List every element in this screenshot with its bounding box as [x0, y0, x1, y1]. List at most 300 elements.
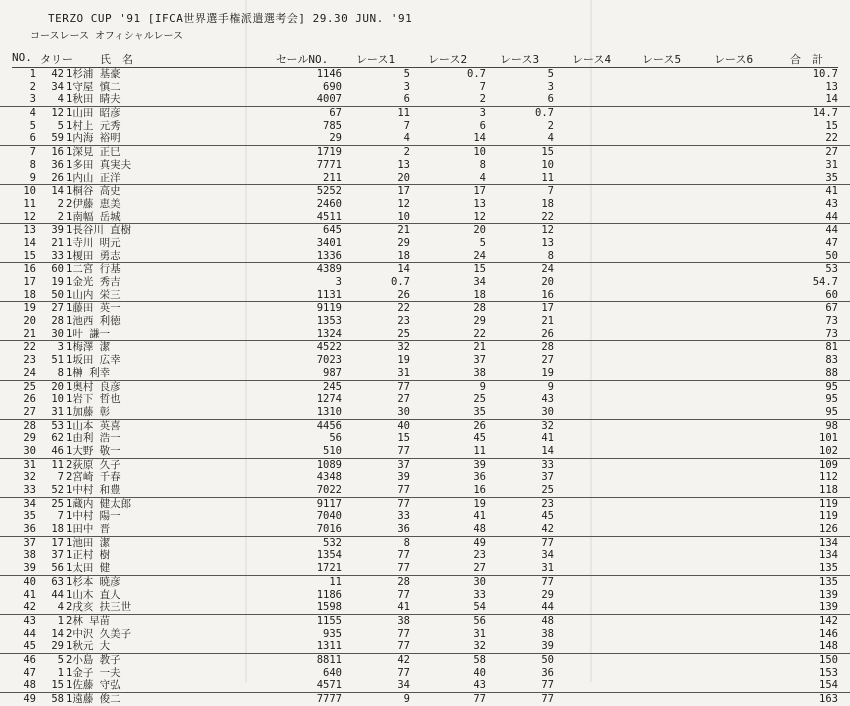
- total-score: 134: [819, 549, 838, 562]
- race-3-score: 9: [547, 380, 554, 393]
- competitor-name: 1桐谷 高史: [66, 185, 121, 198]
- race-2-score: 56: [473, 614, 486, 627]
- race-2-score: 30: [473, 575, 486, 588]
- header-race-4: レース4: [572, 53, 612, 66]
- competitor-name: 1中村 陽一: [66, 510, 121, 523]
- tally-no: 7: [57, 471, 64, 484]
- race-3-score: 50: [541, 653, 554, 666]
- race-1-score: 32: [397, 341, 410, 354]
- competitor-name: 2小島 教子: [66, 653, 121, 666]
- total-score: 118: [819, 484, 838, 496]
- competitor-name: 1奥村 良彦: [66, 380, 121, 393]
- sail-no: 1721: [316, 562, 342, 575]
- tally-no: 27: [51, 302, 64, 315]
- table-row: [0, 693, 850, 706]
- table-row: [0, 302, 850, 315]
- competitor-name: 2林 早苗: [66, 614, 111, 627]
- total-score: 139: [819, 601, 838, 614]
- race-2-score: 11: [473, 444, 486, 457]
- race-1-score: 36: [397, 523, 410, 536]
- sail-no: 3: [335, 276, 342, 288]
- race-3-score: 28: [541, 341, 554, 354]
- competitor-name: 1南幅 岳城: [66, 210, 121, 223]
- total-score: 44: [825, 210, 838, 223]
- table-row: [0, 211, 850, 225]
- race-2-score: 35: [473, 405, 486, 418]
- race-3-score: 8: [547, 249, 554, 262]
- tally-no: 19: [51, 276, 64, 288]
- race-1-score: 30: [397, 405, 410, 418]
- table-row: [0, 640, 850, 654]
- competitor-name: 1山田 昭彦: [66, 107, 121, 120]
- sail-no: 4348: [316, 471, 342, 484]
- tally-no: 12: [51, 107, 64, 120]
- result-no: 6: [29, 132, 36, 145]
- sail-no: 1146: [316, 68, 342, 80]
- table-row: [0, 667, 850, 680]
- table-row: [0, 654, 850, 667]
- result-no: 10: [23, 185, 36, 198]
- competitor-name: 1秋元 大: [66, 640, 111, 653]
- total-score: 67: [825, 302, 838, 315]
- total-score: 135: [819, 575, 838, 588]
- total-score: 44: [825, 224, 838, 237]
- result-no: 21: [23, 327, 36, 340]
- competitor-name: 1多田 真実夫: [66, 158, 132, 171]
- competitor-name: 1長谷川 直樹: [66, 224, 132, 237]
- race-2-score: 58: [473, 653, 486, 666]
- race-2-score: 38: [473, 366, 486, 379]
- race-3-score: 45: [541, 510, 554, 523]
- race-2-score: 7: [479, 80, 486, 93]
- result-no: 9: [29, 171, 36, 184]
- total-score: 146: [819, 627, 838, 640]
- result-no: 18: [23, 288, 36, 301]
- total-score: 73: [825, 327, 838, 340]
- table-row: [0, 250, 850, 264]
- total-score: 53: [825, 263, 838, 276]
- sail-no: 1089: [316, 458, 342, 471]
- total-score: 109: [819, 458, 838, 471]
- total-score: 119: [819, 497, 838, 510]
- race-3-score: 31: [541, 562, 554, 575]
- result-no: 23: [23, 354, 36, 367]
- result-no: 5: [29, 119, 36, 132]
- race-1-score: 25: [397, 327, 410, 340]
- sail-no: 7023: [316, 354, 342, 367]
- result-no: 41: [23, 588, 36, 601]
- sail-no: 987: [323, 366, 342, 379]
- result-no: 31: [23, 458, 36, 471]
- table-row: [0, 276, 850, 289]
- table-row: [0, 549, 850, 562]
- sail-no: 7016: [316, 523, 342, 536]
- race-1-score: 41: [397, 601, 410, 614]
- race-3-score: 4: [547, 132, 554, 145]
- race-2-score: 25: [473, 393, 486, 406]
- tally-no: 5: [57, 119, 64, 132]
- tally-no: 39: [51, 224, 64, 237]
- table-row: [0, 510, 850, 523]
- sail-no: 1324: [316, 327, 342, 340]
- race-1-score: 29: [397, 236, 410, 249]
- race-1-score: 10: [397, 210, 410, 223]
- total-score: 88: [825, 366, 838, 379]
- tally-no: 60: [51, 263, 64, 276]
- sail-no: 9119: [316, 302, 342, 315]
- result-no: 48: [23, 679, 36, 692]
- race-1-score: 6: [403, 93, 410, 106]
- total-score: 27: [825, 146, 838, 159]
- race-2-score: 10: [473, 146, 486, 159]
- total-score: 10.7: [812, 68, 838, 80]
- competitor-name: 1榊 利幸: [66, 366, 111, 379]
- race-1-score: 77: [397, 666, 410, 679]
- table-row: [0, 354, 850, 367]
- sail-no: 9117: [316, 497, 342, 510]
- competitor-name: 1内山 正洋: [66, 171, 121, 184]
- tally-no: 21: [51, 236, 64, 249]
- competitor-name: 1深見 正巳: [66, 146, 121, 159]
- race-2-score: 2: [479, 93, 486, 106]
- total-score: 50: [825, 249, 838, 262]
- table-row: [0, 198, 850, 211]
- table-row: [0, 328, 850, 342]
- race-3-score: 11: [541, 171, 554, 184]
- race-2-score: 39: [473, 458, 486, 471]
- total-score: 126: [819, 523, 838, 536]
- table-row: [0, 341, 850, 354]
- table-row: [0, 459, 850, 472]
- page-subtitle: コースレース オフィシャルレース: [30, 31, 183, 42]
- sail-no: 211: [323, 171, 342, 184]
- total-score: 150: [819, 653, 838, 666]
- race-3-score: 7: [547, 185, 554, 198]
- result-no: 22: [23, 341, 36, 354]
- tally-no: 14: [51, 627, 64, 640]
- race-2-score: 22: [473, 327, 486, 340]
- race-1-score: 77: [397, 588, 410, 601]
- tally-no: 2: [57, 197, 64, 210]
- total-score: 95: [825, 393, 838, 406]
- tally-no: 63: [51, 575, 64, 588]
- sail-no: 4571: [316, 679, 342, 692]
- race-3-score: 13: [541, 236, 554, 249]
- competitor-name: 1杉本 暁彦: [66, 575, 121, 588]
- result-no: 47: [23, 666, 36, 679]
- race-1-score: 21: [397, 224, 410, 237]
- sail-no: 510: [323, 444, 342, 457]
- sail-no: 690: [323, 80, 342, 93]
- tally-no: 33: [51, 249, 64, 262]
- race-1-score: 22: [397, 302, 410, 315]
- total-score: 163: [819, 693, 838, 705]
- sail-no: 11: [329, 575, 342, 588]
- total-score: 13: [825, 80, 838, 93]
- competitor-name: 1守屋 慎二: [66, 80, 121, 93]
- tally-no: 11: [51, 458, 64, 471]
- sail-no: 1131: [316, 288, 342, 301]
- race-1-score: 31: [397, 366, 410, 379]
- tally-no: 51: [51, 354, 64, 367]
- race-3-score: 37: [541, 471, 554, 484]
- sail-no: 935: [323, 627, 342, 640]
- competitor-name: 1田中 晋: [66, 523, 111, 536]
- result-no: 33: [23, 484, 36, 496]
- total-score: 60: [825, 288, 838, 301]
- table-row: [0, 185, 850, 198]
- table-row: [0, 679, 850, 693]
- competitor-name: 1池田 潔: [66, 536, 111, 549]
- race-2-score: 26: [473, 419, 486, 432]
- race-3-score: 77: [541, 693, 554, 705]
- race-2-score: 14: [473, 132, 486, 145]
- race-1-score: 2: [403, 146, 410, 159]
- race-1-score: 77: [397, 484, 410, 496]
- total-score: 119: [819, 510, 838, 523]
- total-score: 14.7: [812, 107, 838, 120]
- header-race-3: レース3: [500, 53, 540, 66]
- result-no: 11: [23, 197, 36, 210]
- race-3-score: 20: [541, 276, 554, 288]
- race-3-score: 41: [541, 432, 554, 445]
- race-3-score: 2: [547, 119, 554, 132]
- tally-no: 8: [57, 366, 64, 379]
- race-2-score: 45: [473, 432, 486, 445]
- table-row: [0, 315, 850, 328]
- tally-no: 20: [51, 380, 64, 393]
- sail-no: 1310: [316, 405, 342, 418]
- total-score: 148: [819, 640, 838, 653]
- competitor-name: 1金光 秀吉: [66, 276, 121, 288]
- competitor-name: 1二宮 行基: [66, 263, 121, 276]
- competitor-name: 1藤田 英一: [66, 302, 121, 315]
- result-no: 43: [23, 614, 36, 627]
- table-row: [0, 381, 850, 394]
- result-no: 16: [23, 263, 36, 276]
- competitor-name: 2伊藤 恵美: [66, 197, 121, 210]
- sail-no: 3401: [316, 236, 342, 249]
- race-2-score: 28: [473, 302, 486, 315]
- total-score: 101: [819, 432, 838, 445]
- result-no: 27: [23, 405, 36, 418]
- sail-no: 1353: [316, 315, 342, 328]
- competitor-name: 1中村 和豊: [66, 484, 121, 496]
- tally-no: 10: [51, 393, 64, 406]
- race-3-score: 43: [541, 393, 554, 406]
- race-3-score: 22: [541, 210, 554, 223]
- race-3-score: 42: [541, 523, 554, 536]
- race-1-score: 9: [403, 693, 410, 705]
- competitor-name: 1杉浦 基豪: [66, 68, 121, 80]
- table-row: [0, 132, 850, 146]
- sail-no: 7040: [316, 510, 342, 523]
- result-no: 4: [29, 107, 36, 120]
- result-no: 29: [23, 432, 36, 445]
- race-2-score: 49: [473, 536, 486, 549]
- sail-no: 1598: [316, 601, 342, 614]
- tally-no: 44: [51, 588, 64, 601]
- race-2-score: 13: [473, 197, 486, 210]
- table-row: [0, 432, 850, 445]
- race-1-score: 17: [397, 185, 410, 198]
- race-3-score: 77: [541, 536, 554, 549]
- table-row: [0, 484, 850, 498]
- race-2-score: 77: [473, 693, 486, 705]
- tally-no: 4: [57, 93, 64, 106]
- race-2-score: 36: [473, 471, 486, 484]
- tally-no: 25: [51, 497, 64, 510]
- result-no: 20: [23, 315, 36, 328]
- total-score: 139: [819, 588, 838, 601]
- competitor-name: 1大野 敬一: [66, 444, 121, 457]
- tally-no: 1: [57, 614, 64, 627]
- tally-no: 5: [57, 653, 64, 666]
- competitor-name: 1蔵内 健太郎: [66, 497, 132, 510]
- sail-no: 1274: [316, 393, 342, 406]
- race-3-score: 21: [541, 315, 554, 328]
- tally-no: 62: [51, 432, 64, 445]
- race-2-score: 40: [473, 666, 486, 679]
- tally-no: 31: [51, 405, 64, 418]
- table-row: [0, 68, 850, 81]
- tally-no: 46: [51, 444, 64, 457]
- table-row: [0, 537, 850, 550]
- table-row: [0, 420, 850, 433]
- tally-no: 53: [51, 419, 64, 432]
- result-no: 13: [23, 224, 36, 237]
- result-no: 35: [23, 510, 36, 523]
- tally-no: 30: [51, 327, 64, 340]
- race-1-score: 20: [397, 171, 410, 184]
- sail-no: 2460: [316, 197, 342, 210]
- race-3-score: 48: [541, 614, 554, 627]
- result-no: 19: [23, 302, 36, 315]
- tally-no: 58: [51, 693, 64, 705]
- sail-no: 67: [329, 107, 342, 120]
- total-score: 142: [819, 614, 838, 627]
- race-2-score: 3: [479, 107, 486, 120]
- race-3-score: 29: [541, 588, 554, 601]
- race-3-score: 6: [547, 93, 554, 106]
- total-score: 54.7: [812, 276, 838, 288]
- race-3-score: 23: [541, 497, 554, 510]
- result-no: 37: [23, 536, 36, 549]
- race-3-score: 77: [541, 575, 554, 588]
- sail-no: 8811: [316, 653, 342, 666]
- tally-no: 37: [51, 549, 64, 562]
- race-3-score: 24: [541, 263, 554, 276]
- competitor-name: 2中沢 久美子: [66, 627, 132, 640]
- sail-no: 7022: [316, 484, 342, 496]
- tally-no: 28: [51, 315, 64, 328]
- race-3-score: 12: [541, 224, 554, 237]
- competitor-name: 1村上 元秀: [66, 119, 121, 132]
- total-score: 134: [819, 536, 838, 549]
- race-3-score: 14: [541, 444, 554, 457]
- tally-no: 29: [51, 640, 64, 653]
- result-no: 8: [29, 158, 36, 171]
- sail-no: 1719: [316, 146, 342, 159]
- tally-no: 52: [51, 484, 64, 496]
- race-2-score: 31: [473, 627, 486, 640]
- race-1-score: 4: [403, 132, 410, 145]
- competitor-name: 2荻原 久子: [66, 458, 121, 471]
- table-row: [0, 120, 850, 133]
- race-2-score: 17: [473, 185, 486, 198]
- race-1-score: 0.7: [391, 276, 410, 288]
- header-name: 氏 名: [100, 53, 133, 66]
- race-2-score: 27: [473, 562, 486, 575]
- result-no: 49: [23, 693, 36, 705]
- sail-no: 645: [323, 224, 342, 237]
- total-score: 35: [825, 171, 838, 184]
- header-no: NO.: [12, 51, 32, 64]
- total-score: 73: [825, 315, 838, 328]
- result-no: 24: [23, 366, 36, 379]
- table-row: [0, 601, 850, 615]
- total-score: 135: [819, 562, 838, 575]
- race-1-score: 14: [397, 263, 410, 276]
- race-3-score: 15: [541, 146, 554, 159]
- table-row: [0, 498, 850, 511]
- tally-no: 50: [51, 288, 64, 301]
- race-1-score: 19: [397, 354, 410, 367]
- sail-no: 7777: [316, 693, 342, 705]
- tally-no: 36: [51, 158, 64, 171]
- race-1-score: 40: [397, 419, 410, 432]
- race-2-score: 6: [479, 119, 486, 132]
- race-2-score: 23: [473, 549, 486, 562]
- tally-no: 7: [57, 510, 64, 523]
- sail-no: 532: [323, 536, 342, 549]
- tally-no: 18: [51, 523, 64, 536]
- race-3-score: 3: [547, 80, 554, 93]
- race-1-score: 42: [397, 653, 410, 666]
- competitor-name: 2宮崎 千春: [66, 471, 121, 484]
- race-2-score: 21: [473, 341, 486, 354]
- race-1-score: 5: [403, 68, 410, 80]
- race-3-score: 17: [541, 302, 554, 315]
- total-score: 41: [825, 185, 838, 198]
- sail-no: 7771: [316, 158, 342, 171]
- race-2-score: 43: [473, 679, 486, 692]
- race-2-score: 20: [473, 224, 486, 237]
- competitor-name: 1岩下 哲也: [66, 393, 121, 406]
- header-sail-no: セールNO.: [276, 53, 329, 66]
- race-2-score: 33: [473, 588, 486, 601]
- header-total: 合 計: [790, 53, 823, 66]
- tally-no: 15: [51, 679, 64, 692]
- race-1-score: 77: [397, 549, 410, 562]
- race-2-score: 9: [479, 380, 486, 393]
- race-2-score: 16: [473, 484, 486, 496]
- competitor-name: 1寺川 明元: [66, 236, 121, 249]
- table-row: [0, 289, 850, 303]
- table-row: [0, 263, 850, 276]
- sail-no: 4456: [316, 419, 342, 432]
- result-no: 46: [23, 653, 36, 666]
- race-3-score: 5: [547, 68, 554, 80]
- table-row: [0, 393, 850, 406]
- table-row: [0, 523, 850, 537]
- race-1-score: 23: [397, 315, 410, 328]
- sail-no: 4007: [316, 93, 342, 106]
- race-1-score: 39: [397, 471, 410, 484]
- race-1-score: 77: [397, 497, 410, 510]
- competitor-name: 1梅澤 潔: [66, 341, 111, 354]
- race-3-score: 33: [541, 458, 554, 471]
